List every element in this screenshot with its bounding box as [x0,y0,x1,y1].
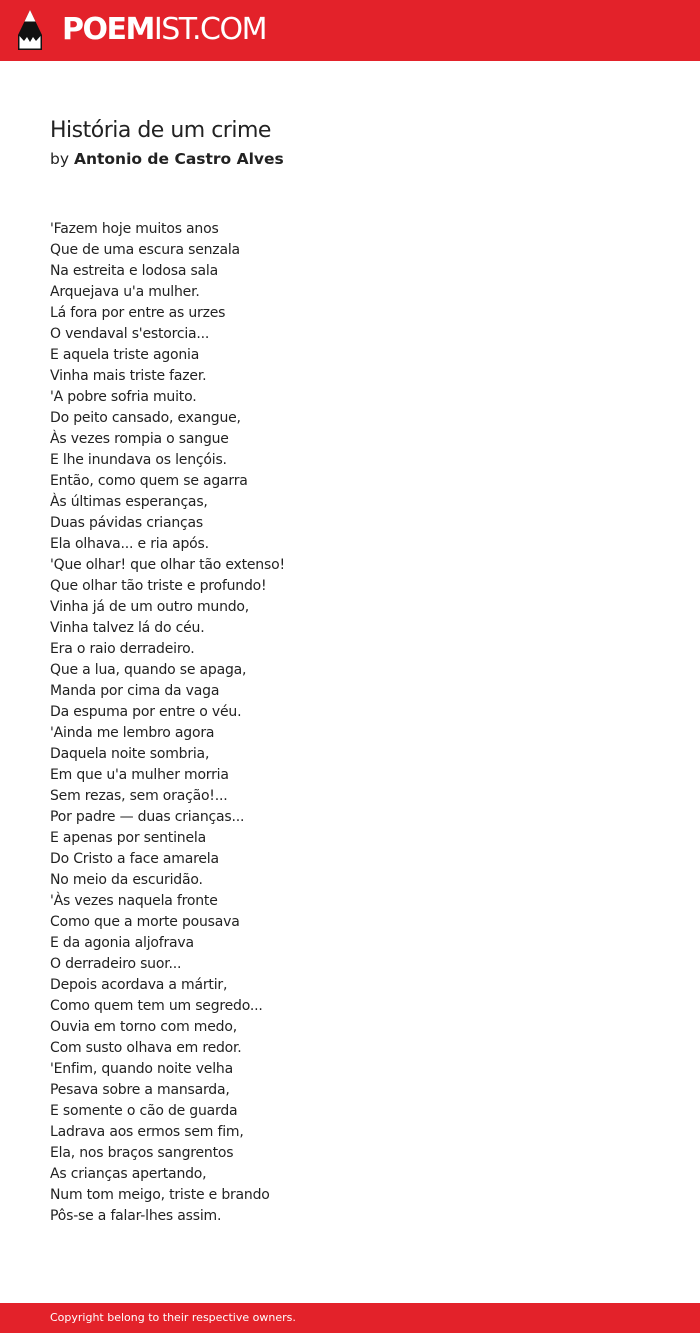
poem-author: Antonio de Castro Alves [73,150,284,168]
poem-line: Então, como quem se agarra [50,473,248,489]
poem-line: Que olhar tão triste e profundo! [50,578,267,594]
poem-line: 'Que olhar! que olhar tão extenso! [50,557,285,573]
poem-line: Às vezes rompia o sangue [50,431,229,447]
copyright-text: Copyright belong to their respective owners. [50,1311,296,1324]
poem-line: Ela, nos braços sangrentos [50,1145,234,1161]
poem-line: Às últimas esperanças, [50,494,208,510]
poem-line: E da agonia aljofrava [50,935,194,951]
poem-line: Vinha já de um outro mundo, [50,599,250,615]
poem-line: Que de uma escura senzala [50,242,240,258]
by-label: by [50,150,70,168]
poem-line: Em que u'a mulher morria [50,767,229,783]
poem-line: Era o raio derradeiro. [50,641,195,657]
brand-name-light: IST.COM [153,12,266,47]
pencil-icon[interactable] [17,9,43,51]
poem-line: Do peito cansado, exangue, [50,410,241,426]
poem-line: 'Às vezes naquela fronte [50,893,218,909]
poem-line: 'Fazem hoje muitos anos [50,221,219,237]
poem-line: Lá fora por entre as urzes [50,305,226,321]
poem-line: E somente o cão de guarda [50,1103,238,1119]
poem-line: Sem rezas, sem oração!... [50,788,228,804]
poem-body [50,219,285,1227]
byline [50,148,284,170]
poem-line: Ouvia em torno com medo, [50,1019,237,1035]
poem-line: E apenas por sentinela [50,830,206,846]
poem-line: 'A pobre sofria muito. [50,389,197,405]
poem-line: Com susto olhava em redor. [50,1040,242,1056]
poem-line: Depois acordava a mártir, [50,977,228,993]
poem-line: As crianças apertando, [50,1166,207,1182]
poem-line: E lhe inundava os lençóis. [50,452,227,468]
poem-line: Duas pávidas crianças [50,515,203,531]
poem-line: Manda por cima da vaga [50,683,220,699]
poem-line: O derradeiro suor... [50,956,182,972]
poem-line: Pesava sobre a mansarda, [50,1082,230,1098]
poem-line: Vinha talvez lá do céu. [50,620,205,636]
poem-line: Vinha mais triste fazer. [50,368,207,384]
poem-line: 'Enfim, quando noite velha [50,1061,233,1077]
poem-line: Na estreita e lodosa sala [50,263,219,279]
poem-line: No meio da escuridão. [50,872,203,888]
poem-line: Ela olhava... e ria após. [50,536,209,552]
poem-line: Num tom meigo, triste e brando [50,1187,270,1203]
poem-line: O vendaval s'estorcia... [50,326,210,342]
poem-line: Arquejava u'a mulher. [50,284,200,300]
poem-line: Por padre — duas crianças... [50,809,245,825]
poem-line: Do Cristo a face amarela [50,851,219,867]
poem-line: 'Ainda me lembro agora [50,725,215,741]
poem-line: Como que a morte pousava [50,914,240,930]
poem-line: Da espuma por entre o véu. [50,704,242,720]
poem-line: Daquela noite sombria, [50,746,210,762]
site-logo-text[interactable] [62,11,266,49]
poem-line: Que a lua, quando se apaga, [50,662,247,678]
site-header [0,0,700,61]
poem-line: Ladrava aos ermos sem fim, [50,1124,244,1140]
poem-line: E aquela triste agonia [50,347,200,363]
site-footer [0,1303,700,1333]
poem-line: Pôs-se a falar-lhes assim. [50,1208,222,1224]
poem-line: Como quem tem um segredo... [50,998,263,1014]
brand-name-bold: POEM [62,12,154,47]
poem-title: História de um crime [50,118,271,143]
